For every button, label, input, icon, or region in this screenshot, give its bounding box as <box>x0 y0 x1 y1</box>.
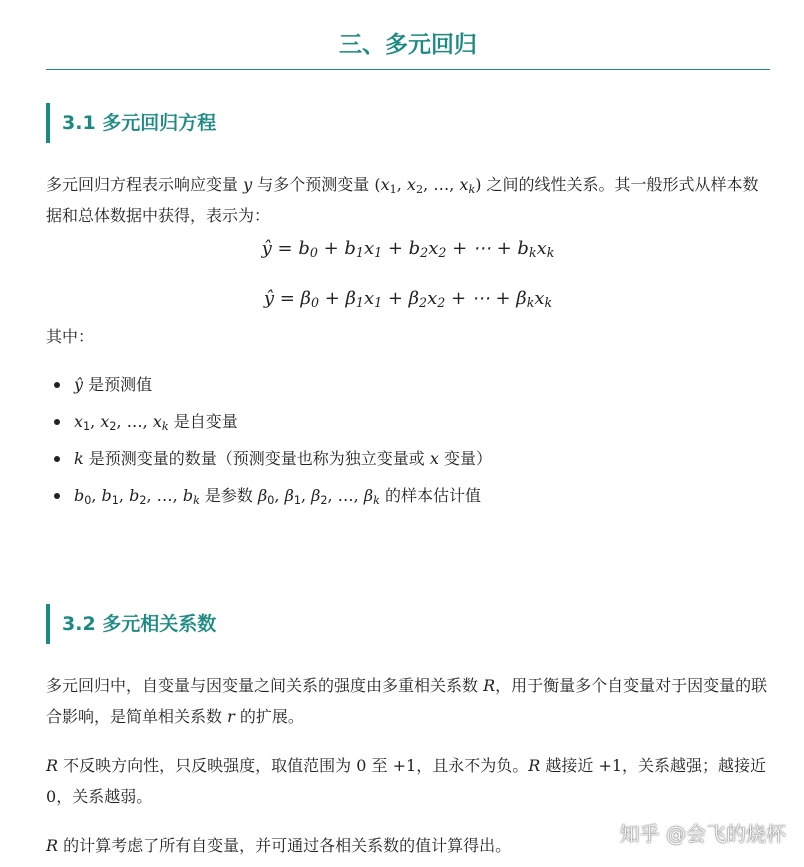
watermark: 知乎 @会飞的烧杯 <box>619 822 786 846</box>
title-divider <box>46 69 770 70</box>
list-item: ŷ 是预测值 <box>46 372 770 409</box>
list-item: $b_0$, $b_1$, $b_2$, …, $b_k$ 是参数 $\beta_0$, $\beta_1$, $\beta_2$, …, $\beta_k$ 的样本估计值 <box>46 483 770 520</box>
population-equation: ŷ = $\beta_0 + \beta_1x_1 + \beta_2x_2$ + ⋯ + $\beta_kx_k$ <box>263 288 553 311</box>
list-item: $x_1$, $x_2$, …, $x_k$ 是自变量 <box>46 409 770 446</box>
page-title: 三、多元回归 <box>339 32 477 58</box>
computation-paragraph: R 的计算考虑了所有自变量，并可通过各相关系数的值计算得出。 <box>46 836 512 855</box>
multiple-correlation-paragraph: 多元回归中，自变量与因变量之间关系的强度由多重相关系数 R，用于衡量多个自变量对于因变量的联合影响，是简单相关系数 r 的扩展。 <box>46 676 768 726</box>
sample-equation: ŷ = $b_0 + b_1x_1 + b_2x_2$ + ⋯ + $b_kx_k$ <box>261 238 555 261</box>
definition-list <box>46 372 770 520</box>
section-heading-3-1: 3.1 多元回归方程 <box>46 103 762 143</box>
range-paragraph: R 不反映方向性，只反映强度，取值范围为 0 至 +1，且永不为负。R 越接近 +1，关系越强；越接近 0，关系越弱。 <box>46 756 767 806</box>
where-label: 其中： <box>46 327 95 346</box>
list-item: k 是预测变量的数量（预测变量也称为独立变量或 x 变量） <box>46 446 770 483</box>
intro-paragraph: 多元回归方程表示响应变量 y 与多个预测变量 ($x_1$, $x_2$, …, $x_k$) 之间的线性关系。其一般形式从样本数据和总体数据中获得，表示为： <box>46 175 759 225</box>
section-heading-3-2: 3.2 多元相关系数 <box>46 604 762 644</box>
